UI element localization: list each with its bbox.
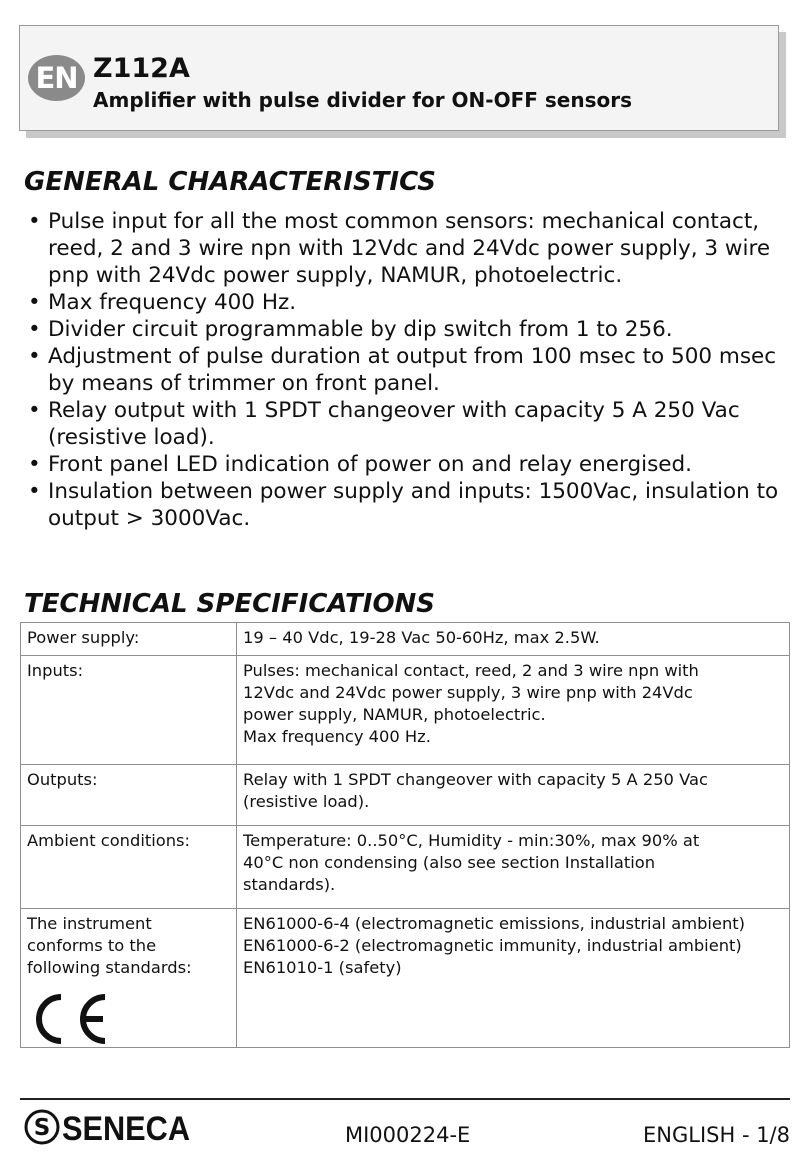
seneca-logo — [24, 1106, 194, 1148]
table-row — [21, 623, 790, 656]
list-item: • Pulse input for all the most common sensors: mechanical contact, reed, 2 and 3 wire npn with 12Vdc and 24Vdc power supply, 3 wire pnp with 24Vdc power supply, NAMUR, photoelectric. — [24, 208, 794, 289]
characteristics-list — [24, 208, 794, 532]
spec-value — [237, 765, 790, 826]
spec-value — [237, 656, 790, 765]
spec-value-line: standards). — [243, 875, 336, 894]
spec-value-line: 40°C non condensing (also see section Installation — [243, 853, 656, 872]
technical-specifications-title: TECHNICAL SPECIFICATIONS — [24, 589, 436, 619]
document-header — [19, 25, 779, 131]
spec-value — [237, 909, 790, 1048]
table-row — [21, 656, 790, 765]
spec-label-line: conforms to the — [27, 936, 157, 955]
list-item: • Relay output with 1 SPDT changeover with capacity 5 A 250 Vac (resistive load). — [24, 397, 794, 451]
spec-label — [21, 909, 237, 1048]
list-item: • Front panel LED indication of power on and relay energised. — [24, 451, 794, 478]
spec-label: Ambient conditions: — [21, 826, 237, 909]
spec-value-line: EN61010-1 (safety) — [243, 958, 402, 977]
spec-value-line: EN61000-6-4 (electromagnetic emissions, industrial ambient) — [243, 914, 746, 933]
spec-label: Power supply: — [21, 623, 237, 656]
list-item: • Divider circuit programmable by dip switch from 1 to 256. — [24, 316, 794, 343]
language-badge: EN — [28, 55, 85, 101]
ce-mark-icon — [27, 991, 111, 1047]
spec-value: 19 – 40 Vdc, 19-28 Vac 50-60Hz, max 2.5W. — [237, 623, 790, 656]
footer-divider — [20, 1098, 790, 1100]
spec-value-line: (resistive load). — [243, 792, 370, 811]
spec-value-line: EN61000-6-2 (electromagnetic immunity, industrial ambient) — [243, 936, 742, 955]
spec-label-line: following standards: — [27, 958, 192, 977]
table-row — [21, 826, 790, 909]
spec-value — [237, 826, 790, 909]
document-number: MI000224-E — [345, 1123, 471, 1147]
list-item: • Max frequency 400 Hz. — [24, 289, 794, 316]
list-item: • Insulation between power supply and inputs: 1500Vac, insulation to output > 3000Vac. — [24, 478, 794, 532]
spec-value-line: Relay with 1 SPDT changeover with capacity 5 A 250 Vac — [243, 770, 708, 789]
table-row — [21, 909, 790, 1048]
spec-value-line: Max frequency 400 Hz. — [243, 727, 431, 746]
spec-label-line: The instrument — [27, 914, 152, 933]
page-label: ENGLISH - 1/8 — [643, 1123, 790, 1147]
document-code: Z112A — [93, 53, 190, 84]
logo-wordmark: SENECA — [62, 1110, 190, 1148]
spec-value-line: power supply, NAMUR, photoelectric. — [243, 705, 546, 724]
spec-value-line: Pulses: mechanical contact, reed, 2 and 3 wire npn with — [243, 661, 699, 680]
document-subtitle: Amplifier with pulse divider for ON-OFF sensors — [93, 88, 632, 112]
table-row — [21, 765, 790, 826]
spec-value-line: 12Vdc and 24Vdc power supply, 3 wire pnp with 24Vdc — [243, 683, 693, 702]
spec-label: Outputs: — [21, 765, 237, 826]
general-characteristics-title: GENERAL CHARACTERISTICS — [24, 167, 436, 197]
list-item: • Adjustment of pulse duration at output from 100 msec to 500 msec by means of trimmer on front panel. — [24, 343, 794, 397]
spec-label: Inputs: — [21, 656, 237, 765]
specifications-table — [20, 622, 790, 1048]
spec-value-line: Temperature: 0..50°C, Humidity - min:30%, max 90% at — [243, 831, 700, 850]
svg-text:S: S — [33, 1115, 51, 1141]
